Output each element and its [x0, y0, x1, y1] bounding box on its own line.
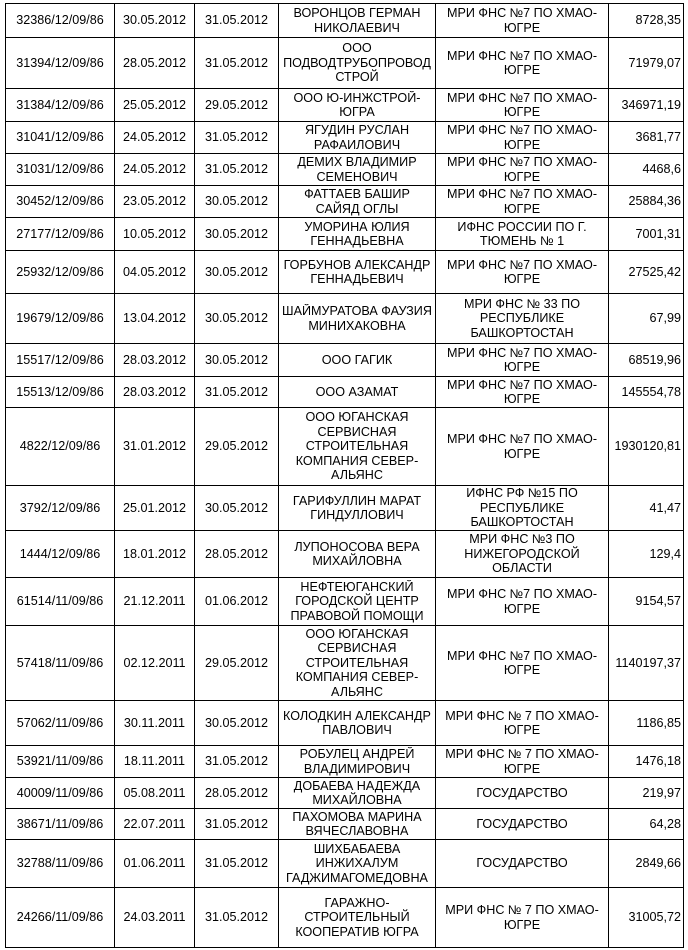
cell-number: 15513/12/09/86	[6, 377, 115, 408]
cell-debtor: ДЕМИХ ВЛАДИМИР СЕМЕНОВИЧ	[297, 155, 417, 184]
cell-debtor: ПАХОМОВА МАРИНА ВЯЧЕСЛАВОВНА	[292, 809, 422, 838]
cell-date-start: 01.06.2011	[115, 840, 195, 888]
cell-creditor: ГОСУДАРСТВО	[476, 785, 568, 800]
cell-date-end: 31.05.2012	[195, 377, 279, 408]
cell-date-end: 01.06.2012	[195, 578, 279, 626]
cell-date-start: 04.05.2012	[115, 251, 195, 294]
cell-amount: 9154,57	[609, 578, 684, 626]
cell-debtor: УМОРИНА ЮЛИЯ ГЕННАДЬЕВНА	[304, 219, 410, 248]
cell-amount: 27525,42	[609, 251, 684, 294]
cell-debtor: ЯГУДИН РУСЛАН РАФАИЛОВИЧ	[304, 123, 410, 152]
cell-date-end: 31.05.2012	[195, 122, 279, 154]
cell-date-end: 30.05.2012	[195, 486, 279, 531]
cell-date-start: 02.12.2011	[115, 626, 195, 701]
cell-creditor: МРИ ФНС №7 ПО ХМАО-ЮГРЕ	[446, 587, 598, 616]
table-row	[6, 186, 684, 218]
cell-creditor: ИФНС РФ №15 ПО РЕСПУБЛИКЕ БАШКОРТОСТАН	[466, 486, 578, 530]
table-row	[6, 218, 684, 251]
table-row	[6, 89, 684, 122]
cell-debtor: ФАТТАЕВ БАШИР САЙЯД ОГЛЫ	[304, 187, 410, 216]
cell-date-end: 31.05.2012	[195, 154, 279, 186]
cell-date-start: 18.11.2011	[115, 746, 195, 778]
table-row	[6, 888, 684, 948]
cell-date-end: 28.05.2012	[195, 778, 279, 809]
cell-date-end: 28.05.2012	[195, 531, 279, 578]
cell-number: 31031/12/09/86	[6, 154, 115, 186]
cell-creditor: МРИ ФНС №7 ПО ХМАО-ЮГРЕ	[446, 123, 598, 152]
records-table	[5, 3, 684, 948]
table-row	[6, 38, 684, 89]
cell-debtor: НЕФТЕЮГАНСКИЙ ГОРОДСКОЙ ЦЕНТР ПРАВОВОЙ ПОМОЩИ	[290, 579, 424, 623]
cell-debtor: РОБУЛЕЦ АНДРЕЙ ВЛАДИМИРОВИЧ	[299, 747, 415, 776]
cell-number: 32788/11/09/86	[6, 840, 115, 888]
cell-amount: 25884,36	[609, 186, 684, 218]
cell-number: 15517/12/09/86	[6, 344, 115, 377]
cell-number: 31384/12/09/86	[6, 89, 115, 122]
cell-amount: 4468,6	[609, 154, 684, 186]
cell-creditor: МРИ ФНС №7 ПО ХМАО-ЮГРЕ	[446, 257, 598, 286]
cell-amount: 3681,77	[609, 122, 684, 154]
cell-debtor: ГАРАЖНО-СТРОИТЕЛЬНЫЙ КООПЕРАТИВ ЮГРА	[295, 895, 419, 939]
cell-date-end: 29.05.2012	[195, 89, 279, 122]
cell-creditor: МРИ ФНС №7 ПО ХМАО-ЮГРЕ	[446, 155, 598, 184]
table-row	[6, 4, 684, 38]
cell-date-end: 31.05.2012	[195, 38, 279, 89]
cell-date-start: 30.05.2012	[115, 4, 195, 38]
cell-date-start: 22.07.2011	[115, 809, 195, 840]
cell-number: 30452/12/09/86	[6, 186, 115, 218]
cell-date-start: 25.05.2012	[115, 89, 195, 122]
cell-date-start: 13.04.2012	[115, 294, 195, 344]
records-table-body	[6, 4, 684, 948]
cell-number: 40009/11/09/86	[6, 778, 115, 809]
cell-debtor: ООО ГАГИК	[321, 352, 393, 367]
cell-date-end: 30.05.2012	[195, 701, 279, 746]
cell-debtor: КОЛОДКИН АЛЕКСАНДР ПАВЛОВИЧ	[283, 708, 431, 737]
cell-date-end: 30.05.2012	[195, 294, 279, 344]
cell-date-start: 21.12.2011	[115, 578, 195, 626]
table-row	[6, 294, 684, 344]
cell-amount: 64,28	[609, 809, 684, 840]
cell-amount: 1140197,37	[609, 626, 684, 701]
cell-debtor: ВОРОНЦОВ ГЕРМАН НИКОЛАЕВИЧ	[293, 6, 421, 35]
cell-debtor: ООО ЮГАНСКАЯ СЕРВИСНАЯ СТРОИТЕЛЬНАЯ КОМПАНИЯ СЕВЕР-АЛЬЯНС	[295, 626, 419, 699]
cell-number: 53921/11/09/86	[6, 746, 115, 778]
cell-number: 31041/12/09/86	[6, 122, 115, 154]
cell-amount: 346971,19	[609, 89, 684, 122]
cell-amount: 145554,78	[609, 377, 684, 408]
cell-debtor: ООО АЗАМАТ	[315, 384, 399, 399]
cell-number: 61514/11/09/86	[6, 578, 115, 626]
cell-date-start: 28.03.2012	[115, 344, 195, 377]
cell-amount: 31005,72	[609, 888, 684, 948]
cell-date-start: 24.05.2012	[115, 122, 195, 154]
cell-amount: 129,4	[609, 531, 684, 578]
cell-debtor: ДОБАЕВА НАДЕЖДА МИХАЙЛОВНА	[293, 778, 421, 807]
cell-creditor: МРИ ФНС №7 ПО ХМАО-ЮГРЕ	[446, 6, 598, 35]
cell-date-end: 29.05.2012	[195, 626, 279, 701]
cell-date-start: 28.03.2012	[115, 377, 195, 408]
cell-date-end: 31.05.2012	[195, 746, 279, 778]
cell-amount: 1930120,81	[609, 408, 684, 486]
cell-date-start: 24.03.2011	[115, 888, 195, 948]
cell-number: 25932/12/09/86	[6, 251, 115, 294]
table-row	[6, 531, 684, 578]
cell-creditor: МРИ ФНС № 7 ПО ХМАО-ЮГРЕ	[445, 903, 599, 932]
cell-creditor: МРИ ФНС №7 ПО ХМАО-ЮГРЕ	[446, 345, 598, 374]
cell-amount: 71979,07	[609, 38, 684, 89]
cell-debtor: ГАРИФУЛЛИН МАРАТ ГИНДУЛЛОВИЧ	[292, 493, 422, 522]
cell-date-end: 30.05.2012	[195, 344, 279, 377]
cell-amount: 219,97	[609, 778, 684, 809]
table-row	[6, 778, 684, 809]
cell-amount: 67,99	[609, 294, 684, 344]
cell-date-end: 29.05.2012	[195, 408, 279, 486]
cell-creditor: МРИ ФНС №7 ПО ХМАО-ЮГРЕ	[446, 48, 598, 77]
cell-debtor: ООО Ю-ИНЖСТРОЙ-ЮГРА	[293, 90, 421, 119]
cell-debtor: ШАЙМУРАТОВА ФАУЗИЯ МИНИХАКОВНА	[282, 304, 432, 333]
table-row	[6, 578, 684, 626]
cell-debtor: ЛУПОНОСОВА ВЕРА МИХАЙЛОВНА	[294, 539, 420, 568]
cell-creditor: МРИ ФНС № 7 ПО ХМАО-ЮГРЕ	[445, 708, 599, 737]
cell-debtor: ШИХБАБАЕВА ИНЖИХАЛУМ ГАДЖИМАГОМЕДОВНА	[286, 841, 428, 885]
cell-date-start: 31.01.2012	[115, 408, 195, 486]
cell-number: 57062/11/09/86	[6, 701, 115, 746]
cell-number: 4822/12/09/86	[6, 408, 115, 486]
cell-number: 38671/11/09/86	[6, 809, 115, 840]
cell-amount: 1476,18	[609, 746, 684, 778]
cell-date-end: 31.05.2012	[195, 888, 279, 948]
cell-date-end: 30.05.2012	[195, 251, 279, 294]
table-row	[6, 251, 684, 294]
cell-creditor: МРИ ФНС №7 ПО ХМАО-ЮГРЕ	[446, 90, 598, 119]
cell-debtor: ООО ПОДВОДТРУБОПРОВОД СТРОЙ	[283, 41, 431, 85]
table-row	[6, 626, 684, 701]
table-row	[6, 809, 684, 840]
cell-number: 31394/12/09/86	[6, 38, 115, 89]
cell-creditor: ИФНС РОССИИ ПО Г. ТЮМЕНЬ № 1	[457, 219, 587, 248]
cell-debtor: ООО ЮГАНСКАЯ СЕРВИСНАЯ СТРОИТЕЛЬНАЯ КОМПАНИЯ СЕВЕР-АЛЬЯНС	[295, 410, 419, 483]
cell-number: 32386/12/09/86	[6, 4, 115, 38]
cell-amount: 68519,96	[609, 344, 684, 377]
cell-date-start: 05.08.2011	[115, 778, 195, 809]
table-row	[6, 122, 684, 154]
cell-date-start: 25.01.2012	[115, 486, 195, 531]
cell-creditor: МРИ ФНС № 7 ПО ХМАО-ЮГРЕ	[445, 747, 599, 776]
cell-creditor: МРИ ФНС №7 ПО ХМАО-ЮГРЕ	[446, 187, 598, 216]
cell-creditor: МРИ ФНС №7 ПО ХМАО-ЮГРЕ	[446, 648, 598, 677]
cell-creditor: МРИ ФНС №3 ПО НИЖЕГОРОДСКОЙ ОБЛАСТИ	[464, 532, 580, 576]
cell-number: 27177/12/09/86	[6, 218, 115, 251]
cell-date-start: 23.05.2012	[115, 186, 195, 218]
table-row	[6, 701, 684, 746]
table-row	[6, 344, 684, 377]
table-row	[6, 154, 684, 186]
cell-amount: 1186,85	[609, 701, 684, 746]
cell-number: 1444/12/09/86	[6, 531, 115, 578]
cell-date-start: 30.11.2011	[115, 701, 195, 746]
cell-number: 24266/11/09/86	[6, 888, 115, 948]
cell-date-end: 31.05.2012	[195, 809, 279, 840]
table-row	[6, 408, 684, 486]
cell-number: 3792/12/09/86	[6, 486, 115, 531]
cell-date-start: 28.05.2012	[115, 38, 195, 89]
cell-creditor: МРИ ФНС №7 ПО ХМАО-ЮГРЕ	[446, 377, 598, 406]
cell-date-end: 31.05.2012	[195, 840, 279, 888]
cell-amount: 2849,66	[609, 840, 684, 888]
cell-amount: 8728,35	[609, 4, 684, 38]
table-row	[6, 486, 684, 531]
cell-date-end: 30.05.2012	[195, 186, 279, 218]
cell-date-end: 30.05.2012	[195, 218, 279, 251]
cell-debtor: ГОРБУНОВ АЛЕКСАНДР ГЕННАДЬЕВИЧ	[283, 257, 431, 286]
cell-date-start: 10.05.2012	[115, 218, 195, 251]
table-row	[6, 746, 684, 778]
table-row	[6, 377, 684, 408]
cell-number: 19679/12/09/86	[6, 294, 115, 344]
cell-amount: 41,47	[609, 486, 684, 531]
cell-date-start: 24.05.2012	[115, 154, 195, 186]
table-row	[6, 840, 684, 888]
cell-creditor: ГОСУДАРСТВО	[476, 856, 568, 871]
cell-creditor: МРИ ФНС № 33 ПО РЕСПУБЛИКЕ БАШКОРТОСТАН	[463, 296, 581, 340]
cell-number: 57418/11/09/86	[6, 626, 115, 701]
cell-date-end: 31.05.2012	[195, 4, 279, 38]
cell-creditor: ГОСУДАРСТВО	[476, 816, 568, 831]
cell-amount: 7001,31	[609, 218, 684, 251]
cell-creditor: МРИ ФНС №7 ПО ХМАО-ЮГРЕ	[446, 432, 598, 461]
cell-date-start: 18.01.2012	[115, 531, 195, 578]
